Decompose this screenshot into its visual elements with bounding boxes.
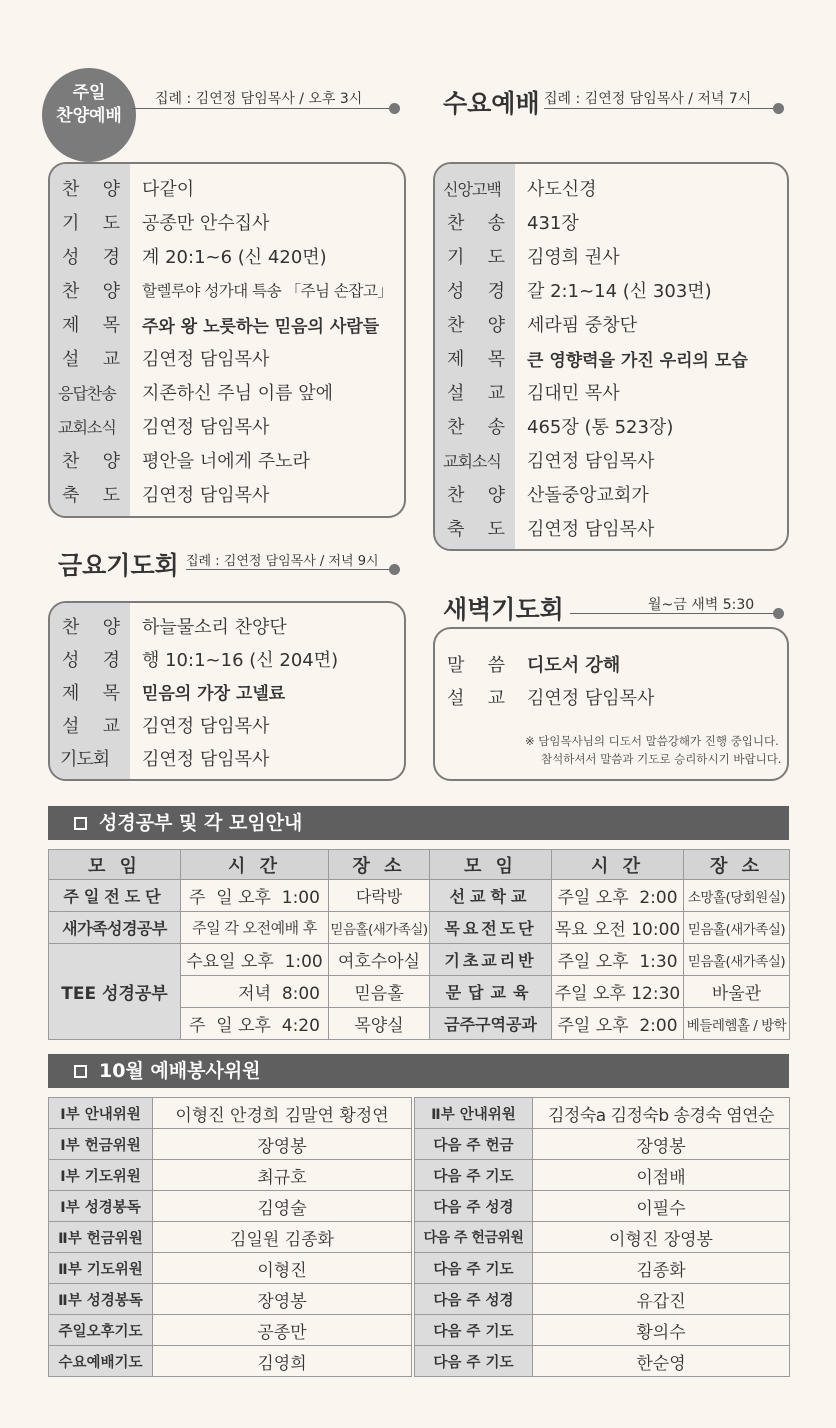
- volunteer-role: Ⅰ부 성경봉독: [49, 1191, 153, 1222]
- table-row: [49, 1253, 412, 1284]
- sunday-row-value: 김연정 담임목사: [142, 349, 270, 370]
- wednesday-row-key: 성 경: [447, 281, 505, 302]
- volunteer-names: 이형진 안경희 김말연 황정연: [153, 1098, 412, 1129]
- friday-row: [50, 741, 404, 774]
- meeting-name: 새가족성경공부: [49, 912, 181, 944]
- dawn-row: [435, 680, 787, 713]
- table-row: [415, 1222, 790, 1253]
- sunday-row-value: 지존하신 주님 이름 앞에: [142, 383, 334, 404]
- wednesday-row: [435, 341, 787, 375]
- volunteer-role: Ⅰ부 기도위원: [49, 1160, 153, 1191]
- friday-row-key: 찬 양: [62, 616, 120, 638]
- table-row: [49, 944, 790, 976]
- sunday-row-key: 제 목: [62, 315, 120, 336]
- meeting-time: 주일 오후 12:30: [552, 976, 684, 1008]
- sunday-row: [50, 273, 404, 307]
- meeting-time: 주 일 오후 1:00: [181, 880, 329, 912]
- wednesday-row-value: 465장 (통 523장): [527, 417, 674, 438]
- volunteer-role: 다음 주 기도: [415, 1346, 533, 1377]
- dawn-row-value: 디도서 강해: [527, 654, 621, 676]
- sunday-sermon-title: 주와 왕 노릇하는 믿음의 사람들: [142, 316, 380, 337]
- wednesday-row-key: 제 목: [447, 349, 505, 370]
- table-row: [49, 1160, 412, 1191]
- table-row: [415, 1284, 790, 1315]
- wednesday-order-list: [435, 164, 787, 545]
- volunteer-names: 장영봉: [153, 1284, 412, 1315]
- sunday-row-key: 찬 양: [62, 451, 120, 472]
- volunteer-names: 공종만: [153, 1315, 412, 1346]
- volunteers-right-table: [414, 1097, 790, 1377]
- sunday-row-key: 축 도: [62, 485, 120, 506]
- volunteer-names: 김영희: [153, 1346, 412, 1377]
- friday-row-value: 김연정 담임목사: [142, 715, 270, 737]
- volunteer-names: 한순영: [533, 1346, 790, 1377]
- meeting-place: 믿음홀(새가족실): [684, 944, 790, 976]
- sunday-row-key: 응답찬송: [58, 383, 116, 403]
- sunday-row: [50, 341, 404, 375]
- friday-order-box: [48, 601, 406, 781]
- meeting-name: TEE 성경공부: [49, 944, 181, 1040]
- volunteer-role: Ⅱ부 안내위원: [415, 1098, 533, 1129]
- sunday-row: [50, 307, 404, 341]
- wednesday-row-value: 김대민 목사: [527, 383, 620, 404]
- meeting-place: 소망홀(당회원실): [684, 880, 790, 912]
- volunteer-role: Ⅰ부 헌금위원: [49, 1129, 153, 1160]
- wednesday-info: 집례 : 김연정 담임목사 / 저녁 7시: [544, 91, 752, 107]
- volunteer-names: 장영봉: [153, 1129, 412, 1160]
- wednesday-row: [435, 477, 787, 511]
- sunday-order-box: [48, 162, 406, 518]
- wednesday-row: [435, 307, 787, 341]
- wednesday-title: 수요예배: [443, 89, 540, 118]
- meeting-name: 기초교리반: [430, 944, 552, 976]
- dawn-row-value: 김연정 담임목사: [527, 687, 655, 709]
- meeting-time: 주일 오후 2:00: [552, 1008, 684, 1040]
- friday-sermon-title: 믿음의 가장 고넬료: [142, 684, 286, 704]
- wednesday-row-key: 찬 송: [447, 417, 505, 438]
- volunteer-names: 김정숙a 김정숙b 송경숙 염연순: [533, 1098, 790, 1129]
- meeting-name: 문답교육: [430, 976, 552, 1008]
- sunday-row: [50, 205, 404, 239]
- friday-row: [50, 609, 404, 642]
- table-row: [49, 1098, 412, 1129]
- volunteer-names: 김일원 김종화: [153, 1222, 412, 1253]
- header-cell: 장 소: [329, 850, 430, 880]
- sunday-row-key: 기 도: [62, 213, 120, 234]
- table-row: [49, 880, 790, 912]
- friday-info: 집례 : 김연정 담임목사 / 저녁 9시: [186, 554, 379, 569]
- volunteer-role: 다음 주 기도: [415, 1160, 533, 1191]
- checkbox-square-icon: [74, 1065, 87, 1078]
- volunteer-names: 이형진: [153, 1253, 412, 1284]
- meeting-name: 선교학교: [430, 880, 552, 912]
- wednesday-row-value: 세라핌 중창단: [527, 315, 638, 336]
- wednesday-header-line: [544, 108, 778, 109]
- sunday-row-key: 찬 양: [62, 281, 120, 302]
- wednesday-row-key: 교회소식: [443, 451, 501, 471]
- table-row: [415, 1129, 790, 1160]
- friday-row-key: 설 교: [62, 715, 120, 737]
- wednesday-row-value: 김영희 권사: [527, 247, 620, 268]
- meeting-place: 믿음홀(새가족실): [684, 912, 790, 944]
- friday-order-list: [50, 603, 404, 774]
- meeting-place: 다락방: [329, 880, 430, 912]
- sunday-row: [50, 477, 404, 511]
- wednesday-sermon-title: 큰 영향력을 가진 우리의 모습: [527, 350, 748, 371]
- table-row: [415, 1160, 790, 1191]
- wednesday-row-key: 찬 양: [447, 315, 505, 336]
- volunteer-role: Ⅱ부 기도위원: [49, 1253, 153, 1284]
- sunday-row-key: 설 교: [62, 349, 120, 370]
- sunday-header-line: [132, 108, 394, 109]
- volunteer-role: 다음 주 헌금위원: [415, 1222, 533, 1253]
- wednesday-row-key: 축 도: [447, 519, 505, 540]
- wednesday-row-key: 설 교: [447, 383, 505, 404]
- volunteers-left-table: [48, 1097, 412, 1377]
- volunteer-names: 김영술: [153, 1191, 412, 1222]
- meeting-name: 금주구역공과: [430, 1008, 552, 1040]
- meeting-name: 주일전도단: [49, 880, 181, 912]
- dawn-order-list: [435, 629, 787, 713]
- sunday-row-value: 다같이: [142, 179, 195, 200]
- table-row: [415, 1098, 790, 1129]
- sunday-row-key: 성 경: [62, 247, 120, 268]
- dawn-header-dot: [773, 608, 784, 619]
- wednesday-row-value: 사도신경: [527, 179, 597, 200]
- meetings-table: [48, 849, 790, 1040]
- meeting-time: 수요일 오후 1:00: [181, 944, 329, 976]
- meeting-time: 주일 각 오전예배 후: [181, 912, 329, 944]
- meeting-time: 목요 오전 10:00: [552, 912, 684, 944]
- volunteer-names: 이점배: [533, 1160, 790, 1191]
- table-row: [49, 1346, 412, 1377]
- friday-header-dot: [389, 564, 400, 575]
- meeting-place: 목양실: [329, 1008, 430, 1040]
- dawn-box: [433, 627, 789, 781]
- volunteer-names: 최규호: [153, 1160, 412, 1191]
- meeting-place: 바울관: [684, 976, 790, 1008]
- dawn-row-key: 설 교: [447, 687, 505, 709]
- wednesday-row: [435, 273, 787, 307]
- sunday-row: [50, 239, 404, 273]
- sunday-row-value: 계 20:1~6 (신 420면): [142, 247, 327, 268]
- volunteer-role: 다음 주 성경: [415, 1284, 533, 1315]
- meeting-time: 주일 오후 1:30: [552, 944, 684, 976]
- meeting-name: 목요전도단: [430, 912, 552, 944]
- wednesday-row-key: 찬 양: [447, 485, 505, 506]
- volunteers-section-bar: [48, 1054, 789, 1088]
- volunteer-names: 장영봉: [533, 1129, 790, 1160]
- volunteer-role: 다음 주 기도: [415, 1315, 533, 1346]
- meeting-place: 베들레헴홀 / 방학: [684, 1008, 790, 1040]
- sunday-badge-line2: 찬양예배: [56, 106, 122, 126]
- sunday-badge: [42, 68, 136, 162]
- friday-row-value: 김연정 담임목사: [142, 748, 270, 770]
- friday-row-value: 하늘물소리 찬양단: [142, 616, 287, 638]
- friday-row-key: 성 경: [62, 649, 120, 671]
- volunteers-section-title: 10월 예배봉사위원: [99, 1060, 261, 1082]
- checkbox-square-icon: [74, 817, 87, 830]
- volunteer-role: Ⅱ부 헌금위원: [49, 1222, 153, 1253]
- friday-header-line: [186, 569, 394, 570]
- wednesday-row: [435, 171, 787, 205]
- volunteer-role: 다음 주 성경: [415, 1191, 533, 1222]
- header-cell: 장 소: [684, 850, 790, 880]
- sunday-row-value: 김연정 담임목사: [142, 485, 270, 506]
- volunteer-names: 김종화: [533, 1253, 790, 1284]
- meeting-place: 여호수아실: [329, 944, 430, 976]
- sunday-row-value: 김연정 담임목사: [142, 417, 270, 438]
- table-row: [415, 1253, 790, 1284]
- header-cell: 시 간: [552, 850, 684, 880]
- header-cell: 모 임: [49, 850, 181, 880]
- dawn-note-line1: ※ 담임목사님의 디도서 말씀강해가 진행 중입니다.: [525, 734, 779, 748]
- wednesday-row: [435, 205, 787, 239]
- friday-row: [50, 642, 404, 675]
- volunteer-role: Ⅰ부 안내위원: [49, 1098, 153, 1129]
- volunteer-role: 다음 주 헌금: [415, 1129, 533, 1160]
- dawn-row: [435, 647, 787, 680]
- meeting-place: 믿음홀(새가족실): [329, 912, 430, 944]
- sunday-row-value: 공종만 안수집사: [142, 213, 270, 234]
- friday-row-key: 기도회: [60, 748, 110, 770]
- wednesday-row-key: 기 도: [447, 247, 505, 268]
- meetings-section-bar: [48, 806, 789, 840]
- wednesday-row-key: 찬 송: [447, 213, 505, 234]
- wednesday-row-key: 신앙고백: [443, 179, 501, 199]
- meeting-time: 저녁 8:00: [181, 976, 329, 1008]
- wednesday-row: [435, 511, 787, 545]
- volunteer-role: 다음 주 기도: [415, 1253, 533, 1284]
- volunteer-names: 이형진 장영봉: [533, 1222, 790, 1253]
- friday-row-key: 제 목: [62, 682, 120, 704]
- meeting-time: 주일 오후 2:00: [552, 880, 684, 912]
- table-row: [49, 1284, 412, 1315]
- wednesday-row-value: 산돌중앙교회가: [527, 485, 649, 506]
- meetings-header-row: [49, 850, 790, 880]
- sunday-row-key: 교회소식: [58, 417, 116, 437]
- friday-row-value: 행 10:1~16 (신 204면): [142, 649, 339, 671]
- table-row: [49, 1191, 412, 1222]
- wednesday-row-value: 김연정 담임목사: [527, 519, 655, 540]
- sunday-row: [50, 171, 404, 205]
- volunteer-names: 황의수: [533, 1315, 790, 1346]
- header-cell: 시 간: [181, 850, 329, 880]
- wednesday-row-value: 갈 2:1~14 (신 303면): [527, 281, 712, 302]
- wednesday-row: [435, 409, 787, 443]
- table-row: [49, 1129, 412, 1160]
- volunteer-names: 이필수: [533, 1191, 790, 1222]
- friday-title: 금요기도회: [58, 551, 179, 580]
- meeting-place: 믿음홀: [329, 976, 430, 1008]
- dawn-row-key: 말 씀: [447, 654, 505, 676]
- sunday-row: [50, 443, 404, 477]
- meeting-time: 주 일 오후 4:20: [181, 1008, 329, 1040]
- friday-row: [50, 708, 404, 741]
- table-row: [49, 1222, 412, 1253]
- sunday-row-value: 할렐루야 성가대 특송 「주님 손잡고」: [142, 282, 393, 300]
- sunday-row: [50, 375, 404, 409]
- sunday-row-value: 평안을 너에게 주노라: [142, 451, 310, 472]
- table-row: [415, 1191, 790, 1222]
- sunday-row-key: 찬 양: [62, 179, 120, 200]
- sunday-info: 집례 : 김연정 담임목사 / 오후 3시: [155, 91, 363, 107]
- wednesday-row: [435, 239, 787, 273]
- sunday-order-list: [50, 164, 404, 511]
- wednesday-row: [435, 375, 787, 409]
- wednesday-row: [435, 443, 787, 477]
- dawn-header-line: [570, 613, 778, 614]
- volunteer-role: 주일오후기도: [49, 1315, 153, 1346]
- table-row: [49, 912, 790, 944]
- wednesday-header-dot: [773, 103, 784, 114]
- wednesday-row-value: 김연정 담임목사: [527, 451, 655, 472]
- sunday-row: [50, 409, 404, 443]
- header-cell: 모 임: [430, 850, 552, 880]
- dawn-title: 새벽기도회: [443, 595, 564, 624]
- volunteer-role: Ⅱ부 성경봉독: [49, 1284, 153, 1315]
- sunday-header-dot: [389, 103, 400, 114]
- dawn-info: 월~금 새벽 5:30: [648, 597, 755, 613]
- table-row: [415, 1315, 790, 1346]
- table-row: [49, 1315, 412, 1346]
- wednesday-order-box: [433, 162, 789, 551]
- dawn-note-line2: 참석하셔서 말씀과 기도로 승리하시기 바랍니다.: [541, 752, 782, 766]
- volunteer-names: 유갑진: [533, 1284, 790, 1315]
- wednesday-row-value: 431장: [527, 213, 579, 234]
- friday-row: [50, 675, 404, 708]
- sunday-badge-line1: 주일: [72, 83, 106, 103]
- table-row: [415, 1346, 790, 1377]
- meetings-section-title: 성경공부 및 각 모임안내: [99, 812, 303, 834]
- volunteer-role: 수요예배기도: [49, 1346, 153, 1377]
